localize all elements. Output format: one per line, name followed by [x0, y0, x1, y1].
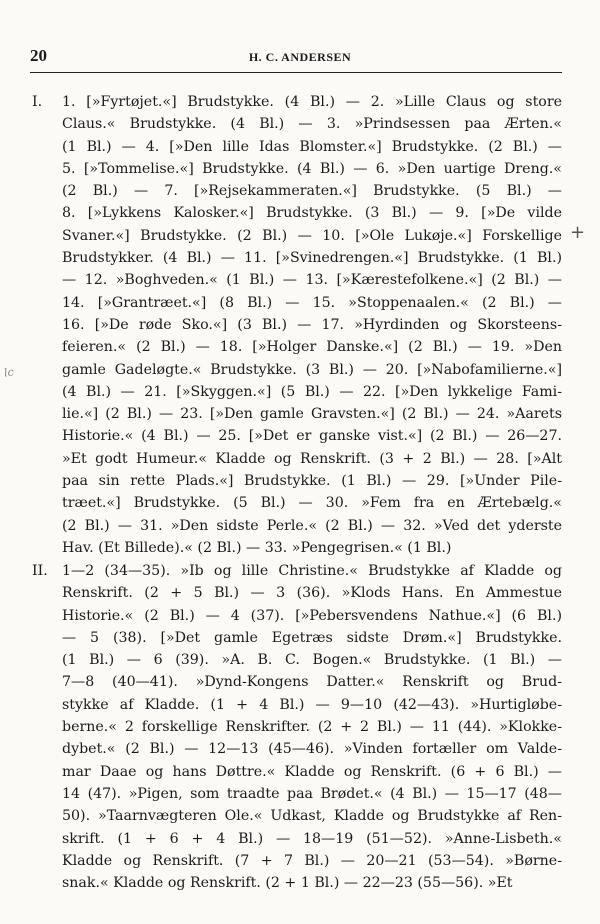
- text-line: Svaner.«] Brudstykke. (2 Bl.) — 10. [»Ole Lukøje.«] Forskellige: [62, 227, 562, 244]
- text-line: 14. [»Grantræet.«] (8 Bl.) — 15. »Stoppenaalen.« (2 Bl.) —: [62, 294, 562, 311]
- text-line: 50). »Taarnvægteren Ole.« Udkast, Kladde og Brudstykke af Ren-: [62, 808, 562, 825]
- text-line: gamle Gadeløgte.« Brudstykke. (3 Bl.) — 20. [»Nabofamilierne.«]: [62, 361, 562, 378]
- text-line: stykke af Kladde. (1 + 4 Bl.) — 9—10 (42—43). »Hurtigløbe-: [62, 696, 562, 713]
- running-head: H. C. ANDERSEN: [248, 50, 352, 64]
- text-line: 8. [»Lykkens Kalosker.«] Brudstykke. (3 Bl.) — 9. [»De vilde: [62, 205, 562, 222]
- text-line: Kladde og Renskrift. (7 + 7 Bl.) — 20—21 (53—54). »Børne-: [62, 852, 562, 869]
- text-line: — 5 (38). [»Det gamle Egetræs sidste Drøm.«] Brudstykke.: [62, 629, 562, 646]
- text-line: paa sin rette Plads.«] Brudstykke. (1 Bl.) — 29. [»Under Pile-: [62, 473, 562, 490]
- text-line: dybet.« (2 Bl.) — 12—13 (45—46). »Vinden fortæller om Valde-: [62, 741, 562, 758]
- text-line: Historie.« (2 Bl.) — 4 (37). [»Pebersvendens Nathue.«] (6 Bl.): [62, 607, 562, 624]
- text-line: Hav. (Et Billede).« (2 Bl.) — 33. »Pengegrisen.« (1 Bl.): [62, 539, 452, 556]
- header-rule: [30, 72, 562, 73]
- text-line: 7—8 (40—41). »Dynd-Kongens Datter.« Renskrift og Brud-: [62, 674, 562, 691]
- text-line: »Et godt Humeur.« Kladde og Renskrift. (3 + 2 Bl.) — 28. [»Alt: [62, 450, 562, 467]
- text-line: (2 Bl.) — 31. »Den sidste Perle.« (2 Bl.) — 32. »Ved det yderste: [62, 517, 562, 534]
- text-line: mar Daae og hans Døttre.« Kladde og Renskrift. (6 + 6 Bl.) —: [62, 763, 562, 780]
- section-numeral: I.: [32, 94, 43, 110]
- text-line: 16. [»De røde Sko.«] (3 Bl.) — 17. »Hyrdinden og Skorsteens-: [62, 316, 562, 333]
- section-one: [32, 91, 562, 559]
- text-line: Claus.« Brudstykke. (4 Bl.) — 3. »Prindsessen paa Ærten.«: [62, 116, 562, 133]
- section-two: [32, 560, 562, 894]
- text-line: feieren.« (2 Bl.) — 18. [»Holger Danske.«] (2 Bl.) — 19. »Den: [62, 339, 562, 356]
- margin-plus-mark: +: [570, 222, 586, 243]
- text-line: — 12. »Boghveden.« (1 Bl.) — 13. [»Kærestefolkene.«] (2 Bl.) —: [62, 272, 562, 289]
- text-line: træet.«] Brudstykke. (5 Bl.) — 30. »Fem fra en Ærtebælg.«: [62, 495, 562, 512]
- text-line: 1. [»Fyrtøjet.«] Brudstykke. (4 Bl.) — 2. »Lille Claus og store: [62, 94, 562, 110]
- text-line: Brudstykker. (4 Bl.) — 11. [»Svinedrengen.«] Brudstykke. (1 Bl.): [62, 250, 562, 267]
- text-line: (2 Bl.) — 7. [»Rejsekammeraten.«] Brudstykke. (5 Bl.) —: [62, 183, 562, 200]
- text-line: (1 Bl.) — 4. [»Den lille Idas Blomster.«] Brudstykke. (2 Bl.) —: [62, 138, 562, 155]
- text-line: skrift. (1 + 6 + 4 Bl.) — 18—19 (51—52). »Anne-Lisbeth.«: [62, 830, 562, 847]
- text-line: snak.« Kladde og Renskrift. (2 + 1 Bl.) — 22—23 (55—56). »Et: [62, 875, 513, 892]
- page-number: 20: [30, 46, 47, 65]
- text-line: (1 Bl.) — 6 (39). »A. B. C. Bogen.« Brudstykke. (1 Bl.) —: [62, 652, 562, 669]
- text-line: 5. [»Tommelise.«] Brudstykke. (4 Bl.) — 6. »Den uartige Dreng.«: [62, 160, 562, 177]
- text-line: (4 Bl.) — 21. [»Skyggen.«] (5 Bl.) — 22. [»Den lykkelige Fami-: [62, 383, 562, 400]
- text-line: Historie.« (4 Bl.) — 25. [»Det er ganske vist.«] (2 Bl.) — 26—27.: [62, 428, 562, 445]
- text-line: berne.« 2 forskellige Renskrifter. (2 + 2 Bl.) — 11 (44). »Klokke-: [62, 719, 562, 736]
- text-line: 14 (47). »Pigen, som traadte paa Brødet.« (4 Bl.) — 15—17 (48—: [62, 785, 562, 802]
- text-line: 1—2 (34—35). »Ib og lille Christine.« Brudstykke af Kladde og: [62, 563, 562, 579]
- text-line: lie.«] (2 Bl.) — 23. [»Den gamle Gravsten.«] (2 Bl.) — 24. »Aarets: [62, 406, 562, 423]
- text-line: Renskrift. (2 + 5 Bl.) — 3 (36). »Klods Hans. En Ammestue: [62, 585, 562, 602]
- margin-pencil-note: lc: [3, 365, 15, 380]
- section-numeral: II.: [32, 563, 48, 579]
